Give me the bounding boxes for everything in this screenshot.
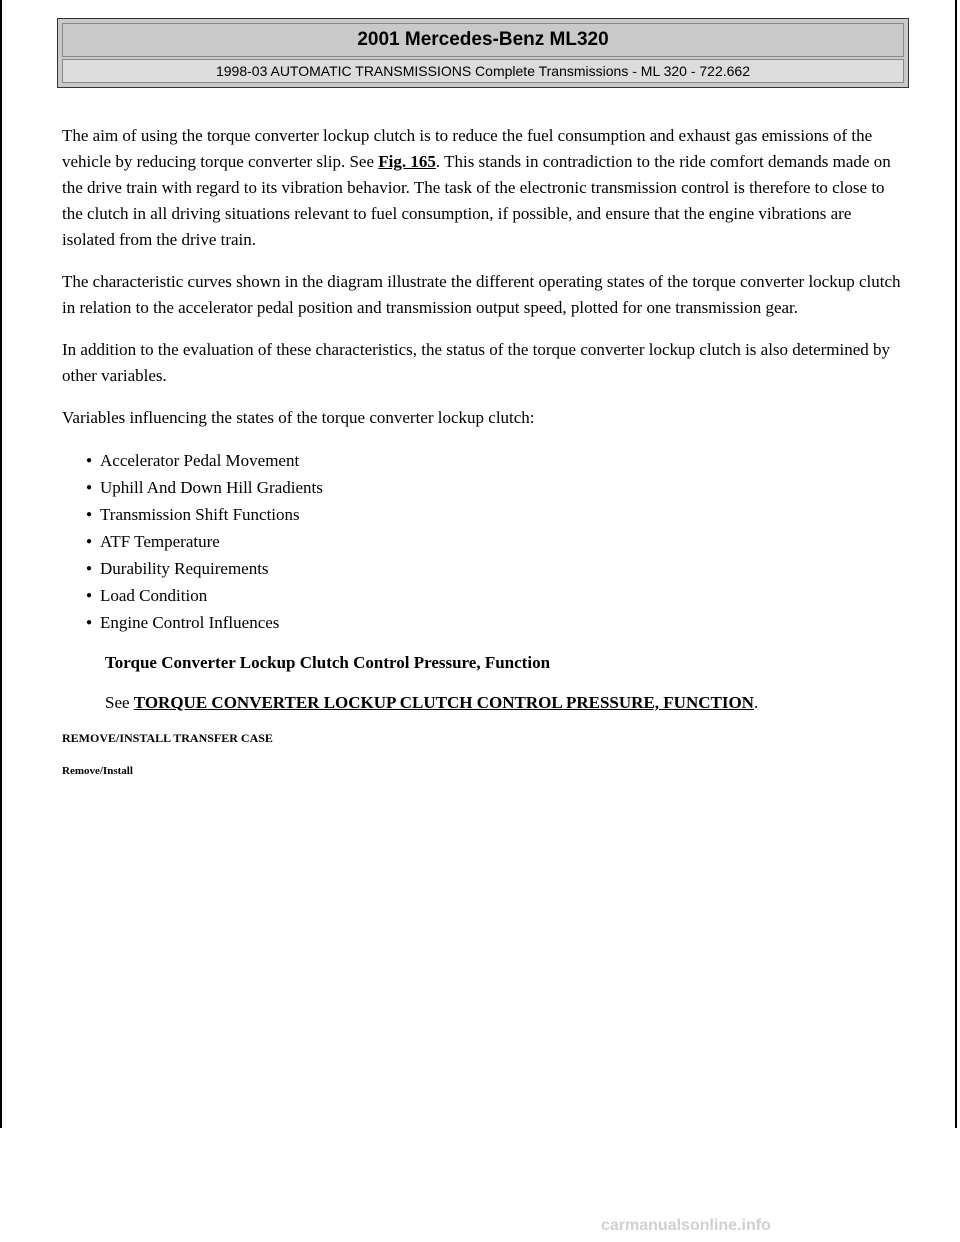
list-item: ● Accelerator Pedal Movement — [86, 447, 904, 474]
subheading-control-pressure: Torque Converter Lockup Clutch Control Pressure, Function — [105, 653, 551, 672]
section-subtitle: Remove/Install — [62, 765, 133, 777]
paragraph-evaluation: In addition to the evaluation of these characteristics, the status of the torque converter lockup clutch is also determined by other variables. — [62, 340, 891, 385]
list-item: ● Durability Requirements — [86, 555, 904, 582]
list-item: ● Engine Control Influences — [86, 609, 904, 636]
header-title: 2001 Mercedes-Benz ML320 — [62, 23, 904, 57]
watermark: carmanualsonline.info — [601, 1217, 771, 1234]
paragraph-characteristics: The characteristic curves shown in the diagram illustrate the different operating states of the torque converter lockup clutch in relation to the accelerator pedal position and transmission output speed, plotted for one transmission gear. — [62, 272, 901, 317]
paragraph-aim — [62, 123, 904, 253]
see-reference — [105, 690, 904, 716]
variables-list — [62, 447, 904, 636]
list-item: ● Transmission Shift Functions — [86, 501, 904, 528]
paragraph-aim-text-2: . This stands in contradiction to the ride comfort demands made on the drive train with regard to its vibration behavior. The task of the electronic transmission control is therefore to close to the clutch in all driving situations relevant to fuel consumption, if possible, and ensure that the engine vibrations are isolated from the drive train. — [62, 152, 891, 249]
paragraph-variables-intro: Variables influencing the states of the torque converter lockup clutch: — [62, 408, 535, 427]
fig-165-link[interactable]: Fig. 165 — [378, 152, 436, 171]
list-item: ● ATF Temperature — [86, 528, 904, 555]
document-header — [57, 18, 909, 88]
page-border-left — [0, 0, 2, 1128]
list-item: ● Uphill And Down Hill Gradients — [86, 474, 904, 501]
document-content — [62, 123, 904, 778]
see-prefix: See — [105, 693, 134, 712]
section-title: REMOVE/INSTALL TRANSFER CASE — [62, 731, 273, 745]
paragraph-aim-text-1: The aim of using the torque converter lockup clutch is to reduce the fuel consumption and exhaust gas emissions of the vehicle by reducing torque converter slip. See — [62, 126, 873, 171]
list-item: ● Load Condition — [86, 582, 904, 609]
see-suffix: . — [753, 693, 759, 712]
control-pressure-link[interactable]: TORQUE CONVERTER LOCKUP CLUTCH CONTROL PRESSURE, FUNCTION — [133, 693, 754, 712]
page-border-right — [955, 0, 957, 1128]
header-subtitle: 1998-03 AUTOMATIC TRANSMISSIONS Complete Transmissions - ML 320 - 722.662 — [62, 59, 904, 83]
